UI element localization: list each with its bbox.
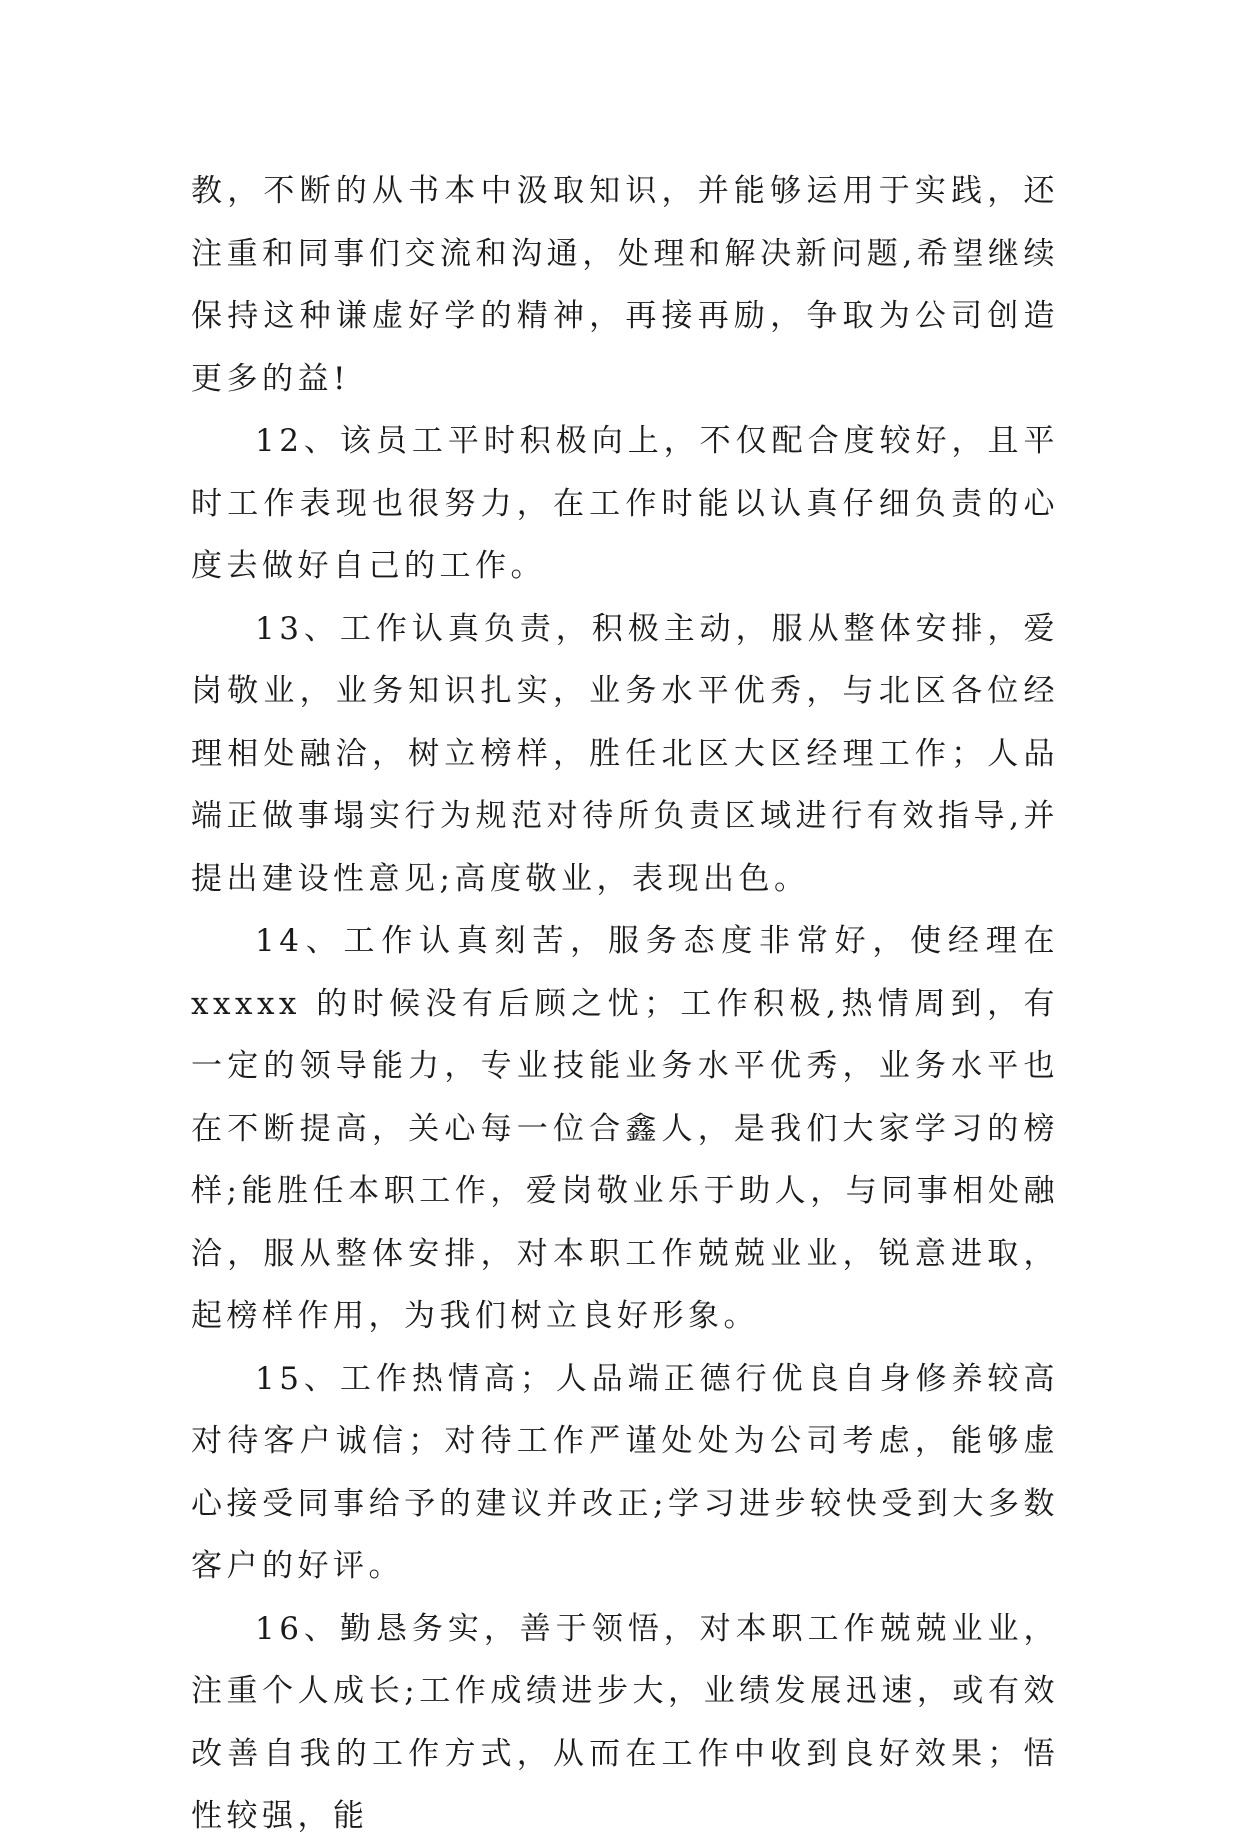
document-body: [191, 160, 1059, 1848]
paragraph-item-14: 14、工作认真刻苦，服务态度非常好，使经理在 xxxxx 的时候没有后顾之忧；工作积极,热情周到，有一定的领导能力，专业技能业务水平优秀，业务水平也在不断提高，关心每一位合鑫人，是我们大家学习的榜样;能胜任本职工作，爱岗敬业乐于助人，与同事相处融洽，服从整体安排，对本职工作兢兢业业，锐意进取，起榜样作用，为我们树立良好形象。: [191, 923, 1059, 1334]
paragraph-item-12: 12、该员工平时积极向上，不仅配合度较好，且平时工作表现也很努力，在工作时能以认真仔细负责的心度去做好自己的工作。: [191, 423, 1059, 584]
paragraph-item-16: 16、勤恳务实，善于领悟，对本职工作兢兢业业，注重个人成长;工作成绩进步大，业绩发展迅速，或有效改善自我的工作方式，从而在工作中收到良好效果；悟性较强，能: [191, 1610, 1059, 1834]
paragraph-item-15: 15、工作热情高；人品端正德行优良自身修养较高对待客户诚信；对待工作严谨处处为公司考虑，能够虚心接受同事给予的建议并改正;学习进步较快受到大多数客户的好评。: [191, 1360, 1059, 1584]
paragraph-item-13: 13、工作认真负责，积极主动，服从整体安排，爱岗敬业，业务知识扎实，业务水平优秀，与北区各位经理相处融洽，树立榜样，胜任北区大区经理工作；人品端正做事塌实行为规范对待所负责区域进行有效指导,并提出建设性意见;高度敬业，表现出色。: [191, 610, 1059, 897]
paragraph-continuation: 教，不断的从书本中汲取知识，并能够运用于实践，还注重和同事们交流和沟通，处理和解决新问题,希望继续保持这种谦虚好学的精神，再接再励，争取为公司创造更多的益!: [191, 173, 1059, 397]
